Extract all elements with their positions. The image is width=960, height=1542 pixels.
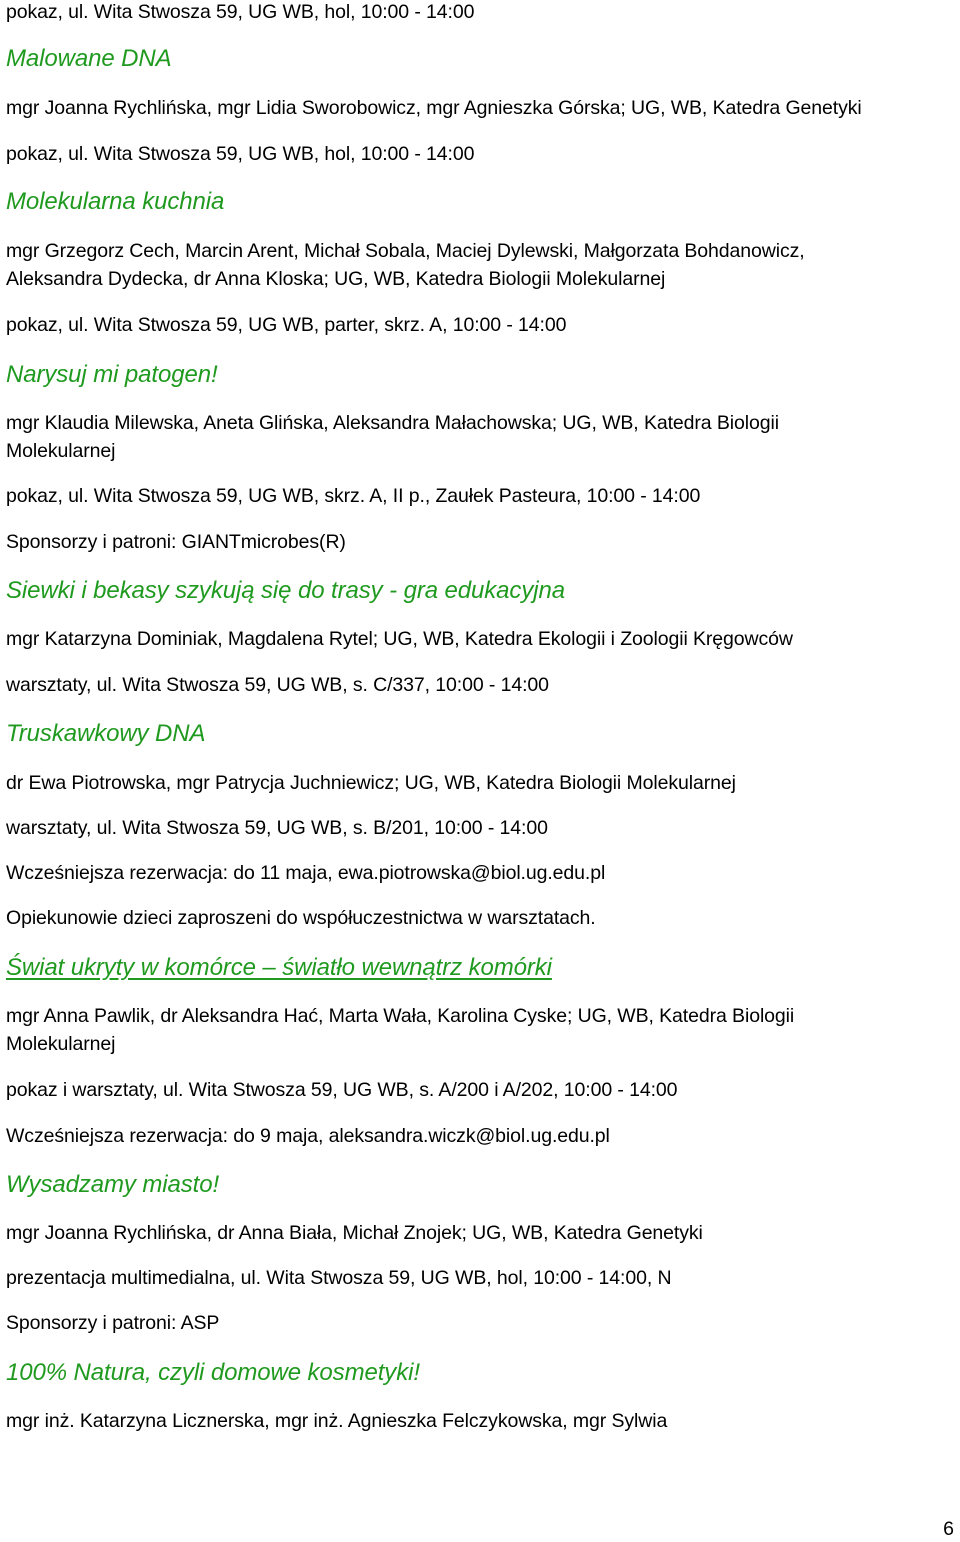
event-authors: Aleksandra Dydecka, dr Anna Kloska; UG, WB, Katedra Biologii Molekularnej <box>6 268 666 290</box>
event-info-line: pokaz, ul. Wita Stwosza 59, UG WB, parter, skrz. A, 10:00 - 14:00 <box>6 314 567 336</box>
event-info-line: prezentacja multimedialna, ul. Wita Stwosza 59, UG WB, hol, 10:00 - 14:00, N <box>6 1267 672 1289</box>
event-info-line: warsztaty, ul. Wita Stwosza 59, UG WB, s. B/201, 10:00 - 14:00 <box>6 817 548 839</box>
page-number: 6 <box>943 1518 954 1540</box>
event-title: Świat ukryty w komórce – światło wewnątrz komórki <box>6 954 552 981</box>
event-authors: Molekularnej <box>6 440 116 462</box>
event-sponsors: Sponsorzy i patroni: ASP <box>6 1312 220 1334</box>
event-title: Siewki i bekasy szykują się do trasy - gra edukacyjna <box>6 577 565 604</box>
event-title: 100% Natura, czyli domowe kosmetyki! <box>6 1359 420 1386</box>
event-title: Molekularna kuchnia <box>6 188 225 215</box>
event-authors: dr Ewa Piotrowska, mgr Patrycja Juchniewicz; UG, WB, Katedra Biologii Molekularnej <box>6 772 736 794</box>
event-note: Opiekunowie dzieci zaproszeni do współuczestnictwa w warsztatach. <box>6 907 596 929</box>
event-info-line: pokaz i warsztaty, ul. Wita Stwosza 59, UG WB, s. A/200 i A/202, 10:00 - 14:00 <box>6 1079 678 1101</box>
event-authors: mgr Klaudia Milewska, Aneta Glińska, Aleksandra Małachowska; UG, WB, Katedra Biologii <box>6 412 779 434</box>
event-authors: Molekularnej <box>6 1033 116 1055</box>
event-title: Wysadzamy miasto! <box>6 1171 220 1198</box>
event-info-line: pokaz, ul. Wita Stwosza 59, UG WB, hol, 10:00 - 14:00 <box>6 1 475 23</box>
event-authors: mgr Joanna Rychlińska, mgr Lidia Sworobowicz, mgr Agnieszka Górska; UG, WB, Katedra Genetyki <box>6 97 862 119</box>
event-authors: mgr Grzegorz Cech, Marcin Arent, Michał Sobala, Maciej Dylewski, Małgorzata Bohdanowicz, <box>6 240 805 262</box>
event-info-line: pokaz, ul. Wita Stwosza 59, UG WB, hol, 10:00 - 14:00 <box>6 143 475 165</box>
event-authors: mgr Katarzyna Dominiak, Magdalena Rytel; UG, WB, Katedra Ekologii i Zoologii Kręgowców <box>6 628 793 650</box>
event-title: Malowane DNA <box>6 45 172 72</box>
event-info-line: warsztaty, ul. Wita Stwosza 59, UG WB, s. C/337, 10:00 - 14:00 <box>6 674 549 696</box>
event-authors: mgr inż. Katarzyna Licznerska, mgr inż. Agnieszka Felczykowska, mgr Sylwia <box>6 1410 668 1432</box>
event-info-line: pokaz, ul. Wita Stwosza 59, UG WB, skrz. A, II p., Zaułek Pasteura, 10:00 - 14:00 <box>6 485 701 507</box>
event-authors: mgr Joanna Rychlińska, dr Anna Biała, Michał Znojek; UG, WB, Katedra Genetyki <box>6 1222 703 1244</box>
event-authors: mgr Anna Pawlik, dr Aleksandra Hać, Marta Wała, Karolina Cyske; UG, WB, Katedra Biologii <box>6 1005 795 1027</box>
event-reservation: Wcześniejsza rezerwacja: do 11 maja, ewa.piotrowska@biol.ug.edu.pl <box>6 862 606 884</box>
event-reservation: Wcześniejsza rezerwacja: do 9 maja, aleksandra.wiczk@biol.ug.edu.pl <box>6 1125 610 1147</box>
event-title: Truskawkowy DNA <box>6 720 206 747</box>
event-sponsors: Sponsorzy i patroni: GIANTmicrobes(R) <box>6 531 346 553</box>
event-title: Narysuj mi patogen! <box>6 361 218 388</box>
